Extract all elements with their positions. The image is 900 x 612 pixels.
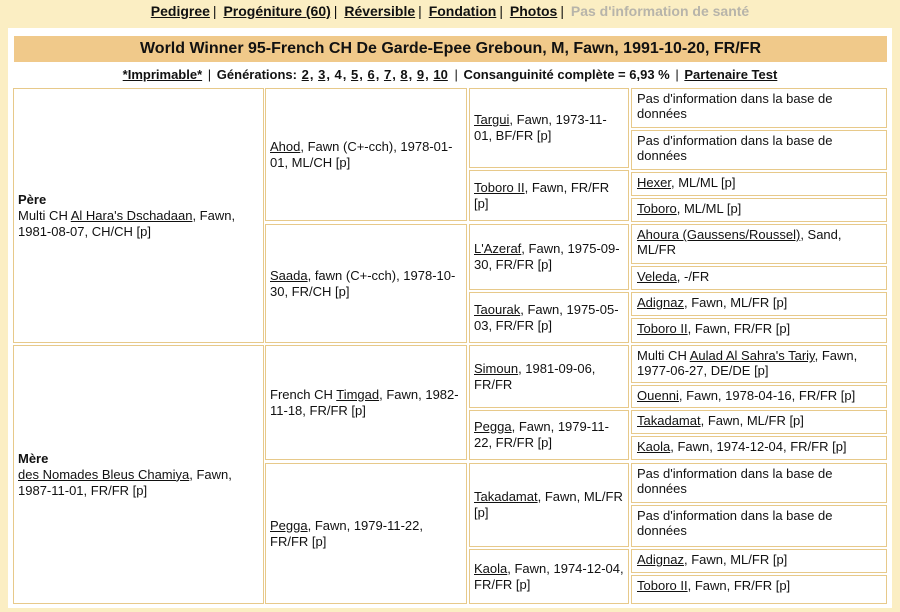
ancestor-details: , Fawn, FR/FR [p] [687, 578, 791, 593]
partner-test-link[interactable]: Partenaire Test [684, 67, 778, 82]
top-navigation [0, 3, 900, 19]
sire-label: Père [18, 191, 47, 207]
ancestor-details: , Fawn, ML/FR [p] [700, 413, 804, 428]
great-grandparent-cell [469, 463, 629, 547]
ancestor-details: , 1981-09-06, FR/FR [474, 360, 596, 392]
nav-photos[interactable]: Photos [509, 3, 558, 19]
ancestor-details: , ML/ML [p] [676, 201, 742, 216]
ancestor-details: , Fawn, 1974-12-04, FR/FR [p] [670, 439, 847, 454]
ancestor-name-link[interactable]: Ouenni [637, 388, 679, 403]
gen4-ancestor-cell [631, 224, 887, 264]
printable-link[interactable]: *Imprimable* [122, 67, 203, 82]
nav-separator: | [560, 3, 564, 19]
generations-label: Générations: [216, 67, 297, 82]
nav-separator: | [212, 3, 217, 19]
gen4-ancestor-cell [631, 410, 887, 434]
ancestor-details: Pas d'information dans la base de données [637, 508, 833, 538]
great-grandparent-cell [469, 170, 629, 221]
nav-separator: | [499, 3, 503, 19]
gen4-ancestor-cell [631, 436, 887, 460]
ancestor-details: Pas d'information dans la base de données [637, 466, 833, 496]
grandparent-details: , Fawn (C+-cch), 1978-01-01, ML/CH [p] [270, 138, 453, 170]
grandparent-cell [265, 463, 467, 604]
nav-separator: | [418, 3, 422, 19]
ancestor-details: , Fawn, FR/FR [p] [474, 179, 610, 211]
sire-name-link[interactable]: Al Hara's Dschadaan [70, 207, 193, 223]
generation-8-link[interactable]: 8 [400, 67, 408, 82]
nav-pedigree[interactable]: Pedigree [150, 3, 210, 19]
grandparent-details: , Fawn, 1979-11-22, FR/FR [p] [270, 517, 423, 549]
ancestor-details: , Fawn, 1977-06-27, DE/DE [p] [637, 348, 858, 378]
ancestor-name-link[interactable]: Takadamat [474, 489, 538, 504]
generation-3-link[interactable]: 3 [318, 67, 326, 82]
nav-health-info-disabled: Pas d'information de santé [570, 3, 750, 19]
generation-5-link[interactable]: 5 [351, 67, 359, 82]
great-grandparent-cell [469, 345, 629, 408]
ancestor-details: , Fawn, ML/FR [p] [683, 552, 788, 567]
generation-2-link[interactable]: 2 [301, 67, 309, 82]
ancestor-name-link[interactable]: Toboro II [637, 321, 688, 336]
options-separator: | [675, 67, 679, 82]
grandparent-name-link[interactable]: Saada [270, 267, 308, 283]
sire-title: Multi CH [18, 207, 71, 223]
ancestor-details: , Fawn, 1978-04-16, FR/FR [p] [678, 388, 856, 403]
grandparent-name-link[interactable]: Ahod [270, 138, 301, 154]
ancestor-name-link[interactable]: Simoun [474, 360, 519, 376]
ancestor-details: Pas d'information dans la base de données [637, 91, 833, 121]
ancestor-title: Multi CH [637, 348, 690, 363]
grandparent-cell [265, 345, 467, 460]
gen4-ancestor-cell [631, 198, 887, 222]
ancestor-name-link[interactable]: Pegga [474, 419, 512, 434]
dam-name-link[interactable]: des Nomades Bleus Chamiya [18, 466, 190, 482]
generation-7-link[interactable]: 7 [383, 67, 392, 82]
ancestor-details: , Fawn, 1975-09-30, FR/FR [p] [474, 241, 620, 272]
ancestor-name-link[interactable]: Kaola [474, 560, 508, 576]
great-grandparent-cell [469, 410, 629, 460]
gen4-ancestor-cell [631, 345, 887, 383]
gen4-ancestor-cell [631, 130, 887, 170]
generation-4-current: 4 [334, 67, 342, 82]
ancestor-details: , -/FR [676, 269, 710, 284]
nav-separator: | [333, 3, 338, 19]
options-separator: | [454, 67, 458, 82]
ancestor-name-link[interactable]: Kaola [637, 439, 671, 454]
grandparent-name-link[interactable]: Pegga [270, 517, 308, 533]
generation-10-link[interactable]: 10 [433, 67, 448, 82]
ancestor-name-link[interactable]: Toboro [637, 201, 677, 216]
gen4-ancestor-cell [631, 549, 887, 573]
dam-label: Mère [18, 450, 49, 466]
options-separator: | [207, 67, 212, 82]
nav-progeny[interactable]: Progéniture (60) [223, 3, 331, 19]
gen4-ancestor-cell [631, 463, 887, 503]
ancestor-details: , Fawn, ML/FR [p] [474, 489, 623, 520]
great-grandparent-cell [469, 224, 629, 290]
nav-foundation[interactable]: Fondation [428, 3, 497, 19]
ancestor-details: , Fawn, ML/FR [p] [683, 295, 788, 310]
ancestor-name-link[interactable]: Takadamat [637, 413, 701, 428]
gen4-ancestor-cell [631, 385, 887, 408]
great-grandparent-cell [469, 549, 629, 604]
dam-cell [13, 345, 264, 604]
ancestor-name-link[interactable]: Toboro II [474, 179, 525, 195]
dam-details: , Fawn, 1987-11-01, FR/FR [p] [18, 466, 232, 498]
ancestor-name-link[interactable]: Aulad Al Sahra's Tariy [689, 348, 815, 363]
inbreeding-coefficient: Consanguinité complète = 6,93 % [463, 67, 670, 82]
options-bar: *Imprimable* | Générations: 2, 3, 4, 5, 6, 7, 8, 9, 10 | Consanguinité complète = 6,93 % | Partenaire Test [122, 67, 778, 82]
gen4-ancestor-cell [631, 88, 887, 128]
gen4-ancestor-cell [631, 172, 887, 196]
gen4-ancestor-cell [631, 318, 887, 343]
ancestor-name-link[interactable]: Ahoura (Gaussens/Roussel) [637, 227, 801, 242]
generation-9-link[interactable]: 9 [416, 67, 425, 82]
ancestor-details: , Sand, ML/FR [637, 227, 842, 257]
ancestor-name-link[interactable]: Adignaz [637, 295, 684, 310]
gen4-ancestor-cell [631, 575, 887, 604]
sire-details: , Fawn, 1981-08-07, CH/CH [p] [18, 207, 236, 239]
nav-reversible[interactable]: Réversible [344, 3, 416, 19]
grandparent-name-link[interactable]: Timgad [336, 386, 380, 402]
grandparent-details: , Fawn, 1982-11-18, FR/FR [p] [270, 386, 459, 418]
great-grandparent-cell [469, 88, 629, 168]
ancestor-name-link[interactable]: Hexer [637, 175, 671, 190]
ancestor-details: , Fawn, 1979-11-22, FR/FR [p] [474, 419, 609, 450]
ancestor-name-link[interactable]: Taourak [474, 301, 521, 317]
generation-6-link[interactable]: 6 [367, 67, 375, 82]
gen4-ancestor-cell [631, 266, 887, 290]
grandparent-title: French CH [270, 386, 337, 402]
ancestor-name-link[interactable]: Toboro II [637, 578, 688, 593]
great-grandparent-cell [469, 292, 629, 343]
ancestor-details: , ML/ML [p] [670, 175, 736, 190]
ancestor-details: , Fawn, FR/FR [p] [687, 321, 791, 336]
gen4-ancestor-cell [631, 505, 887, 547]
gen4-ancestor-cell [631, 292, 887, 316]
ancestor-details: , Fawn, 1973-11-01, BF/FR [p] [474, 112, 607, 143]
ancestor-name-link[interactable]: Targui [474, 112, 510, 127]
page-title: World Winner 95-French CH De Garde-Epee Greboun, M, Fawn, 1991-10-20, FR/FR [14, 36, 887, 62]
grandparent-cell [265, 88, 467, 221]
ancestor-details: Pas d'information dans la base de données [637, 133, 833, 163]
ancestor-name-link[interactable]: L'Azeraf [474, 241, 522, 256]
grandparent-details: , fawn (C+-cch), 1978-10-30, FR/CH [p] [270, 267, 456, 299]
grandparent-cell [265, 224, 467, 343]
ancestor-name-link[interactable]: Adignaz [637, 552, 684, 567]
sire-cell [13, 88, 264, 343]
ancestor-details: , Fawn, 1975-05-03, FR/FR [p] [474, 301, 619, 333]
pedigree-panel [8, 28, 892, 608]
ancestor-name-link[interactable]: Veleda [637, 269, 677, 284]
ancestor-details: , Fawn, 1974-12-04, FR/FR [p] [474, 560, 624, 592]
